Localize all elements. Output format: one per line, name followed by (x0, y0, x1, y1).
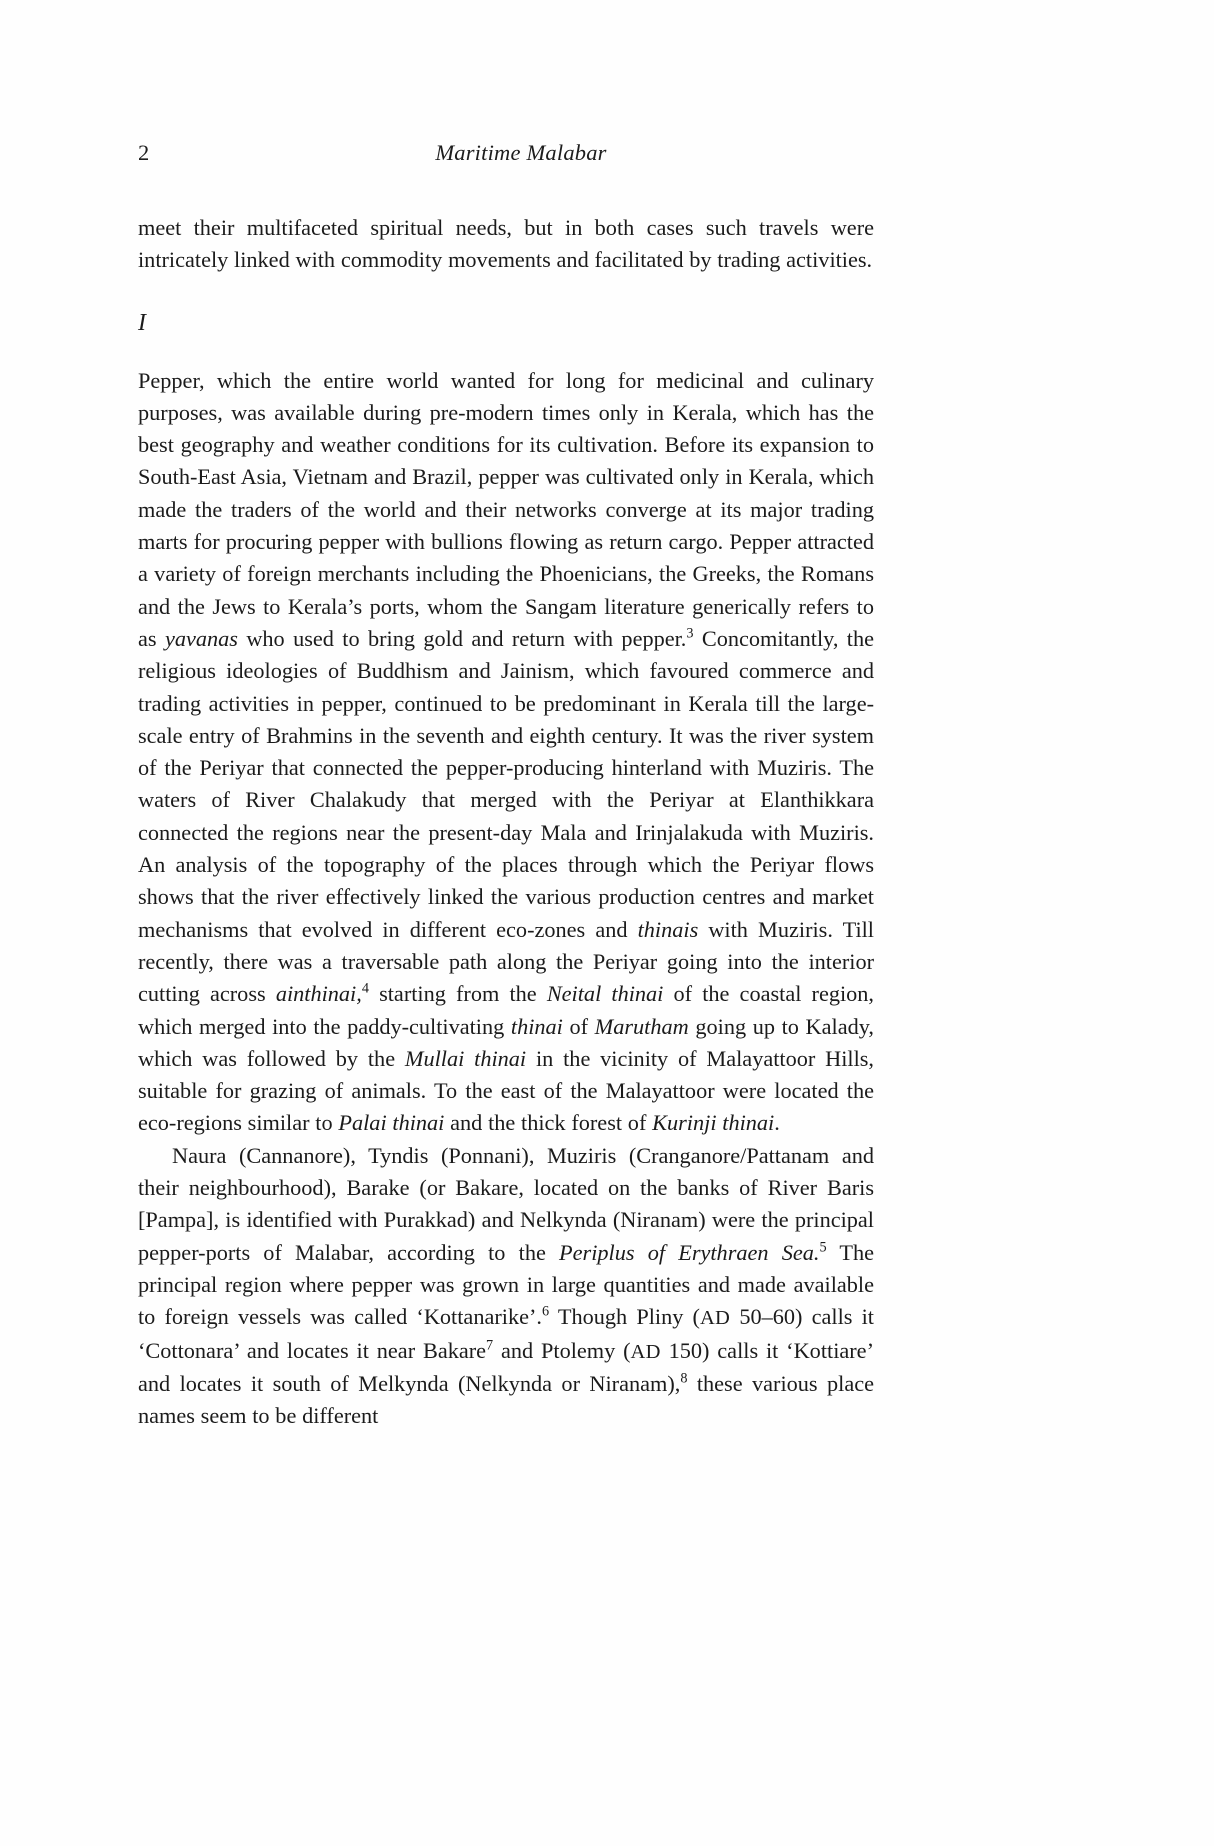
footnote-marker-3[interactable]: 3 (686, 625, 694, 642)
italic-title-periplus: Periplus of Erythraen Sea. (559, 1239, 820, 1265)
footnote-marker-5[interactable]: 5 (819, 1239, 827, 1256)
italic-term-kurinji-thinai: Kurinji thinai (652, 1110, 775, 1136)
italic-term-ainthinai: ainthinai, (275, 981, 362, 1007)
text-run: in the vicinity of Malayattoor Hills, suitable for grazing of animals. To the east of the Malayattoor were located the eco-regions similar to (138, 1045, 874, 1136)
italic-term-mullai-thinai: Mullai thinai (404, 1045, 527, 1071)
text-run: starting from the (368, 981, 547, 1007)
paragraph-continuation: meet their multifaceted spiritual needs, but in both cases such travels were intricately linked with commodity movements and facilitated by trading activities. (138, 215, 874, 273)
footnote-marker-7[interactable]: 7 (486, 1337, 494, 1354)
running-header (138, 138, 874, 180)
text-run: going up to Kalady, which was followed by the (138, 1013, 874, 1071)
italic-term-neital-thinai: Neital thinai (546, 981, 664, 1007)
running-title: Maritime Malabar (435, 140, 607, 165)
text-run: with Muziris. Till recently, there was a traversable path along the Periyar going into the interior cutting across (138, 916, 874, 1007)
text-run: Naura (Cannanore), Tyndis (Ponnani), Muziris (Cranganore/Pattanam and their neighbourhood), Barake (or Bakare, located on the banks of River Baris [Pampa], is identified with Purakkad) and Nelkynda (Niranam) were the principal pepper-ports of Malabar, according to the (138, 1142, 874, 1265)
paragraph-ports (138, 1140, 874, 1433)
page-number: 2 (138, 140, 150, 165)
text-run: of the coastal region, which merged into the paddy-cultivating (138, 981, 875, 1039)
paragraph-pepper (138, 365, 874, 1140)
text-run: and Ptolemy ( (493, 1337, 631, 1363)
footnote-marker-8[interactable]: 8 (680, 1370, 688, 1387)
section-marker: I (138, 309, 146, 336)
text-run: The principal region where pepper was grown in large quantities and made available to foreign vessels was called ‘Kottanarike’. (138, 1239, 874, 1330)
italic-term-palai-thinai: Palai thinai (338, 1110, 445, 1136)
text-run: who used to bring gold and return with pepper. (237, 625, 687, 651)
text-run: . (774, 1110, 780, 1136)
text-run: 50–60) calls it ‘Cottonara’ and locates it near Bakare (138, 1304, 874, 1363)
italic-term-thinais: thinais (637, 916, 699, 942)
text-run: and the thick forest of (444, 1110, 653, 1136)
italic-term-marutham: Marutham (594, 1013, 689, 1039)
italic-term-yavanas: yavanas (164, 625, 238, 651)
text-run: Concomitantly, the religious ideologies of Buddhism and Jainism, which favoured commerce and trading activities in pepper, continued to be predominant in Kerala till the large-scale entry of Brahmins in the seventh and eighth century. It was the river system of the Periyar that connected the pepper-producing hinterland with Muziris. The waters of River Chalakudy that merged with the Periyar at Elanthikkara connected the regions near the present-day Mala and Irinjalakuda with Muziris. An analysis of the topography of the places through which the Periyar flows shows that the river effectively linked the various production centres and market mechanisms that evolved in different eco-zones and (138, 625, 874, 942)
text-run: 150) calls it ‘Kottiare’ and locates it south of Melkynda (Nelkynda or Niranam), (138, 1337, 874, 1396)
era-label-ad: AD (630, 1340, 661, 1363)
text-run: Pepper, which the entire world wanted for long for medicinal and culinary purposes, was available during pre-modern times only in Kerala, which has the best geography and weather conditions for its cultivation. Before its expansion to South-East Asia, Vietnam and Brazil, pepper was cultivated only in Kerala, which made the traders of the world and their networks converge at its major trading marts for procuring pepper with bullions flowing as return cargo. Pepper attracted a variety of foreign merchants including the Phoenicians, the Greeks, the Romans and the Jews to Kerala’s ports, whom the Sangam literature generically refers to as (138, 367, 874, 651)
era-label-ad: AD (699, 1307, 731, 1330)
text-run: of (562, 1013, 595, 1039)
page-content (138, 138, 874, 1432)
text-run: Though Pliny ( (549, 1304, 700, 1330)
footnote-marker-4[interactable]: 4 (361, 980, 369, 997)
footnote-marker-6[interactable]: 6 (541, 1303, 550, 1320)
italic-term-thinai: thinai (510, 1013, 563, 1039)
text-run: these various place names seem to be different (138, 1370, 874, 1429)
